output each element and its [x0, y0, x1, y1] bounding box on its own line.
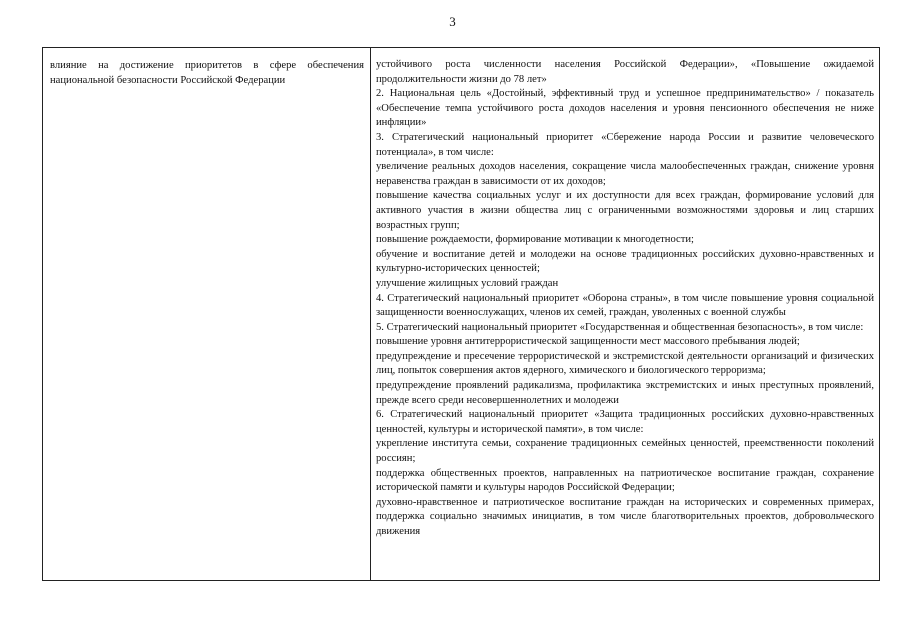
paragraph: повышение качества социальных услуг и их доступности для всех граждан, формирование условий для активного участия в жизни общества лиц с ограниченными возможностями здоровья и лиц старших возрастных групп; [376, 190, 874, 231]
paragraph: духовно-нравственное и патриотическое воспитание граждан на исторических и современных примерах, поддержка социально значимых инициатив, в том числе благотворительных проектов, добровольческого движения [376, 496, 874, 537]
paragraph: 2. Национальная цель «Достойный, эффективный труд и успешное предпринимательство» / показатель «Обеспечение темпа устойчивого роста доходов населения и уровня пенсионного обеспечения не ниже инфляции» [376, 88, 874, 129]
paragraph: 5. Стратегический национальный приоритет «Государственная и общественная безопасность», в том числе: [376, 321, 864, 333]
table-cell-right [371, 48, 879, 580]
paragraph: 3. Стратегический национальный приоритет «Сбережение народа России и развитие человеческого потенциала», в том числе: [376, 131, 874, 158]
paragraph: увеличение реальных доходов населения, сокращение числа малообеспеченных граждан, снижение уровня неравенства граждан в зависимости от их доходов; [376, 161, 874, 187]
paragraph: предупреждение и пресечение террористической и экстремистской деятельности организаций и физических лиц, попыток совершения актов ядерного, химического и биологического терроризма; [376, 350, 874, 377]
paragraph: улучшение жилищных условий граждан [376, 277, 559, 289]
paragraph: предупреждение проявлений радикализма, профилактика экстремистских и иных преступных проявлений, прежде всего среди несовершеннолетних и молодежи [376, 380, 874, 406]
paragraph: поддержка общественных проектов, направленных на патриотическое воспитание граждан, сохранение исторической памяти и культуры народов Российской Федерации; [376, 467, 874, 494]
paragraph: 6. Стратегический национальный приоритет «Защита традиционных российских духовно-нравственных ценностей, культуры и исторической памяти», в том числе: [376, 409, 874, 435]
paragraph: повышение рождаемости, формирование мотивации к многодетности; [376, 234, 694, 246]
table-cell-left [43, 48, 371, 580]
paragraph: обучение и воспитание детей и молодежи на основе традиционных российских духовно-нравственных и культурно-исторических ценностей; [376, 248, 874, 275]
paragraph: 4. Стратегический национальный приоритет «Оборона страны», в том числе повышение уровня социальной защищенности военнослужащих, членов их семей, граждан, уволенных с военной службы [376, 292, 874, 319]
paragraph: укрепление института семьи, сохранение традиционных семейных ценностей, преемственности поколений россиян; [376, 438, 874, 465]
paragraph: повышение уровня антитеррористической защищенности мест массового пребывания людей; [376, 336, 800, 348]
left-cell-text: влияние на достижение приоритетов в сфере обеспечения национальной безопасности Российской Федерации [50, 60, 364, 86]
page-number: 3 [449, 14, 456, 29]
paragraph: устойчивого роста численности населения Российской Федерации», «Повышение ожидаемой продолжительности жизни до 78 лет» [376, 59, 874, 85]
document-table [42, 47, 880, 581]
